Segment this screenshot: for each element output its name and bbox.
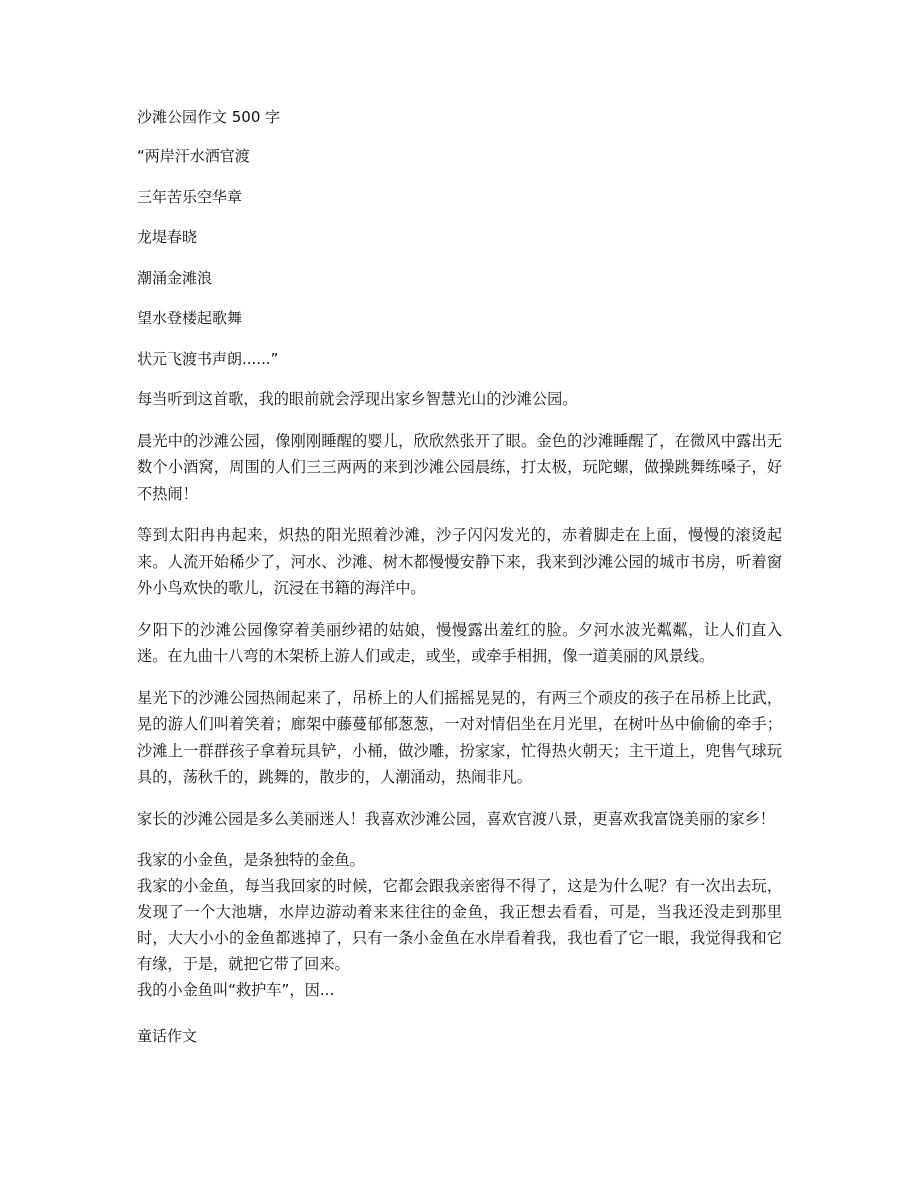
poem-line: 龙堤春晓 xyxy=(137,228,198,246)
poem-line: 状元飞渡书声朗......” xyxy=(137,349,279,368)
document-body xyxy=(137,102,782,1049)
story-excerpt xyxy=(137,847,782,1003)
paragraph: 晨光中的沙滩公园，像刚刚睡醒的婴儿，欣欣然张开了眼。金色的沙滩睡醒了，在微风中露出无数个小酒窝，周围的人们三三两两的来到沙滩公园晨练，打太极，玩陀螺，做操跳舞练嗓子，好不热闹！ xyxy=(137,431,782,503)
story-line: 我家的小金鱼，每当我回家的时候，它都会跟我亲密得不得了，这是为什么呢？有一次出去玩，发现了一个大池塘，水岸边游动着来来往往的金鱼，我正想去看看，可是，当我还没走到那里时，大大小小的金鱼都逃掉了，只有一条小金鱼在水岸看着我，我也看了它一眼，我觉得我和它有缘，于是，就把它带了回来。 xyxy=(137,877,782,973)
document-title: 沙滩公园作文 500 字 xyxy=(137,108,281,126)
story-line: 我的小金鱼叫“救护车”，因... xyxy=(137,981,335,999)
poem-line: “两岸汗水洒官渡 xyxy=(137,147,250,165)
paragraph: 每当听到这首歌，我的眼前就会浮现出家乡智慧光山的沙滩公园。 xyxy=(137,390,578,408)
paragraph: 等到太阳冉冉起来，炽热的阳光照着沙滩，沙子闪闪发光的，赤着脚走在上面，慢慢的滚烫起来。人流开始稀少了，河水、沙滩、树木都慢慢安静下来，我来到沙滩公园的城市书房，听着窗外小鸟欢快的歌儿，沉浸在书籍的海洋中。 xyxy=(137,526,782,597)
poem-line: 望水登楼起歌舞 xyxy=(137,309,243,327)
paragraph: 星光下的沙滩公园热闹起来了，吊桥上的人们摇摇晃晃的，有两三个顽皮的孩子在吊桥上比武，晃的游人们叫着笑着；廊架中藤蔓郁郁葱葱，一对对情侣坐在月光里，在树叶丛中偷偷的牵手；沙滩上一群群孩子拿着玩具铲，小桶，做沙雕，扮家家，忙得热火朝天；主干道上，兜售气球玩具的，荡秋千的，跳舞的，散步的，人潮涌动，热闹非凡。 xyxy=(137,688,782,786)
poem-line: 三年苦乐空华章 xyxy=(137,187,243,206)
story-line: 我家的小金鱼，是条独特的金鱼。 xyxy=(137,851,365,869)
paragraph: 夕阳下的沙滩公园像穿着美丽纱裙的姑娘，慢慢露出羞红的脸。夕河水波光粼粼，让人们直入迷。在九曲十八弯的木架桥上游人们或走，或坐，或牵手相拥，像一道美丽的风景线。 xyxy=(137,620,782,665)
poem-line: 潮涌金滩浪 xyxy=(137,268,213,287)
paragraph: 家长的沙滩公园是多么美丽迷人！我喜欢沙滩公园，喜欢官渡八景，更喜欢我富饶美丽的家乡！ xyxy=(137,809,775,828)
related-category-link[interactable]: 童话作文 xyxy=(137,1027,198,1045)
